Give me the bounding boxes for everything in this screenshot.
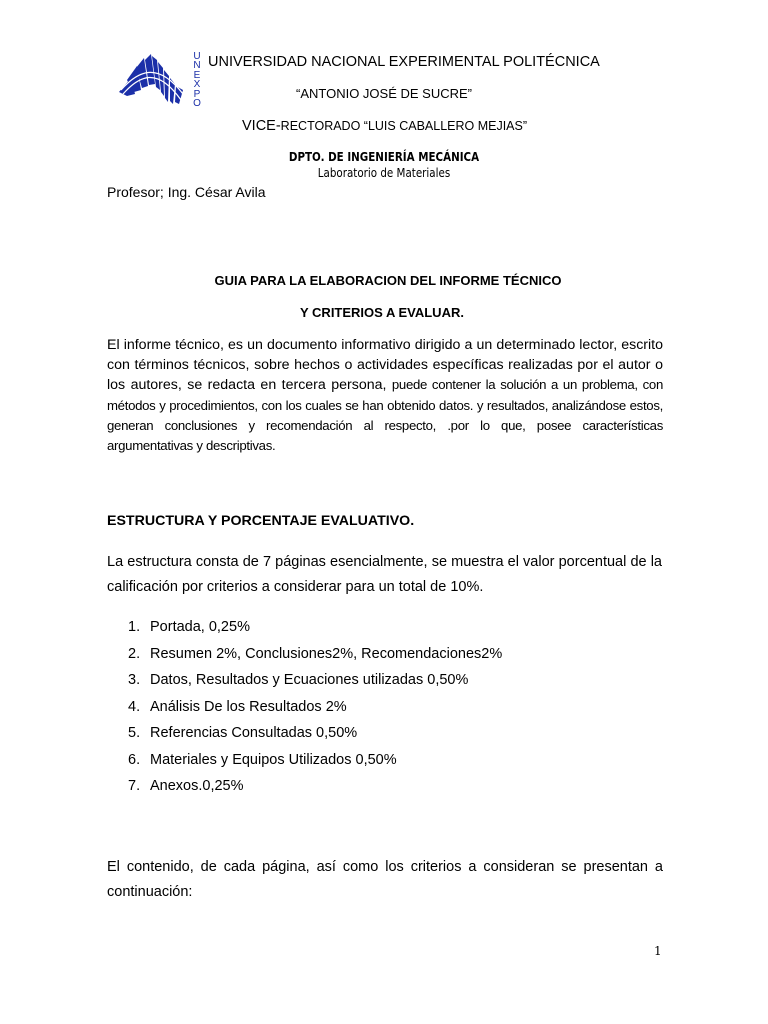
section-heading: ESTRUCTURA Y PORCENTAJE EVALUATIVO. (107, 513, 415, 529)
page-number: 1 (654, 944, 662, 958)
list-item-number: 7. (128, 778, 141, 794)
list-item-number: 4. (128, 698, 141, 715)
university-namesake: “ANTONIO JOSÉ DE SUCRE” (295, 86, 472, 101)
vice-rectorate (242, 118, 527, 134)
document-subtitle: Y CRITERIOS A EVALUAR. (300, 305, 464, 320)
logo-letter: U (193, 51, 201, 62)
intro-paragraph (107, 335, 663, 456)
list-item-text: Referencias Consultadas 0,50% (150, 725, 358, 741)
criteria-list (128, 618, 502, 804)
list-item-number: 5. (128, 725, 141, 741)
intro-text-part2: puede contener la solución a un problema, con métodos y procedimientos, con los cuales se han obtenido datos. y resultados, analizándose estos, generan conclusiones y recomendación al respecto, .por lo que, posee características argumentativas y descriptivas. (107, 377, 663, 454)
list-item-text: Anexos.0,25% (150, 778, 244, 794)
section-paragraph: La estructura consta de 7 páginas esencialmente, se muestra el valor porcentual de la calificación por criterios a considerar para un total de 10%. (107, 554, 662, 595)
list-item-number: 2. (128, 645, 141, 662)
logo-letter: O (193, 98, 201, 110)
logo-letter: E (193, 69, 201, 81)
list-item-text: Análisis De los Resultados 2% (150, 698, 347, 715)
document-title: GUIA PARA LA ELABORACION DEL INFORME TÉCNICO (214, 273, 562, 288)
list-item-number: 1. (128, 619, 141, 635)
list-item-text: Portada, 0,25% (150, 619, 250, 635)
list-item-text: Datos, Resultados y Ecuaciones utilizadas 0,50% (150, 672, 469, 688)
list-item (128, 645, 502, 672)
university-name: UNIVERSIDAD NACIONAL EXPERIMENTAL POLITÉCNICA (208, 54, 600, 70)
list-item-number: 3. (128, 672, 141, 688)
logo-letter: N (193, 60, 201, 72)
list-item-text: Materiales y Equipos Utilizados 0,50% (150, 751, 397, 768)
vice-prefix: VICE- (242, 118, 281, 134)
closing-paragraph: El contenido, de cada página, así como los criterios a consideran se presentan a continuación: (107, 859, 663, 900)
vice-rest: RECTORADO “LUIS CABALLERO MEJIAS” (280, 119, 528, 133)
intro-text-part1: El informe técnico, es un documento informativo dirigido a un determinado lector, escrito con términos técnicos, sobre hechos o actividades específicas realizadas por el autor o los autores, se redacta en tercera persona, (107, 337, 663, 394)
department-name: DPTO. DE INGENIERÍA MECÁNICA (288, 150, 480, 164)
list-item (128, 698, 502, 725)
list-item (128, 751, 502, 778)
list-item-number: 6. (128, 751, 141, 768)
list-item-text: Resumen 2%, Conclusiones2%, Recomendaciones2% (150, 645, 503, 662)
professor-line: Profesor; Ing. César Avila (107, 184, 266, 200)
list-item (128, 724, 502, 751)
list-item (128, 671, 502, 698)
logo-letter: P (193, 88, 201, 100)
list-item (128, 618, 502, 645)
logo-letter: X (193, 79, 201, 91)
list-item (128, 777, 502, 804)
laboratory-name: Laboratorio de Materiales (317, 166, 451, 180)
